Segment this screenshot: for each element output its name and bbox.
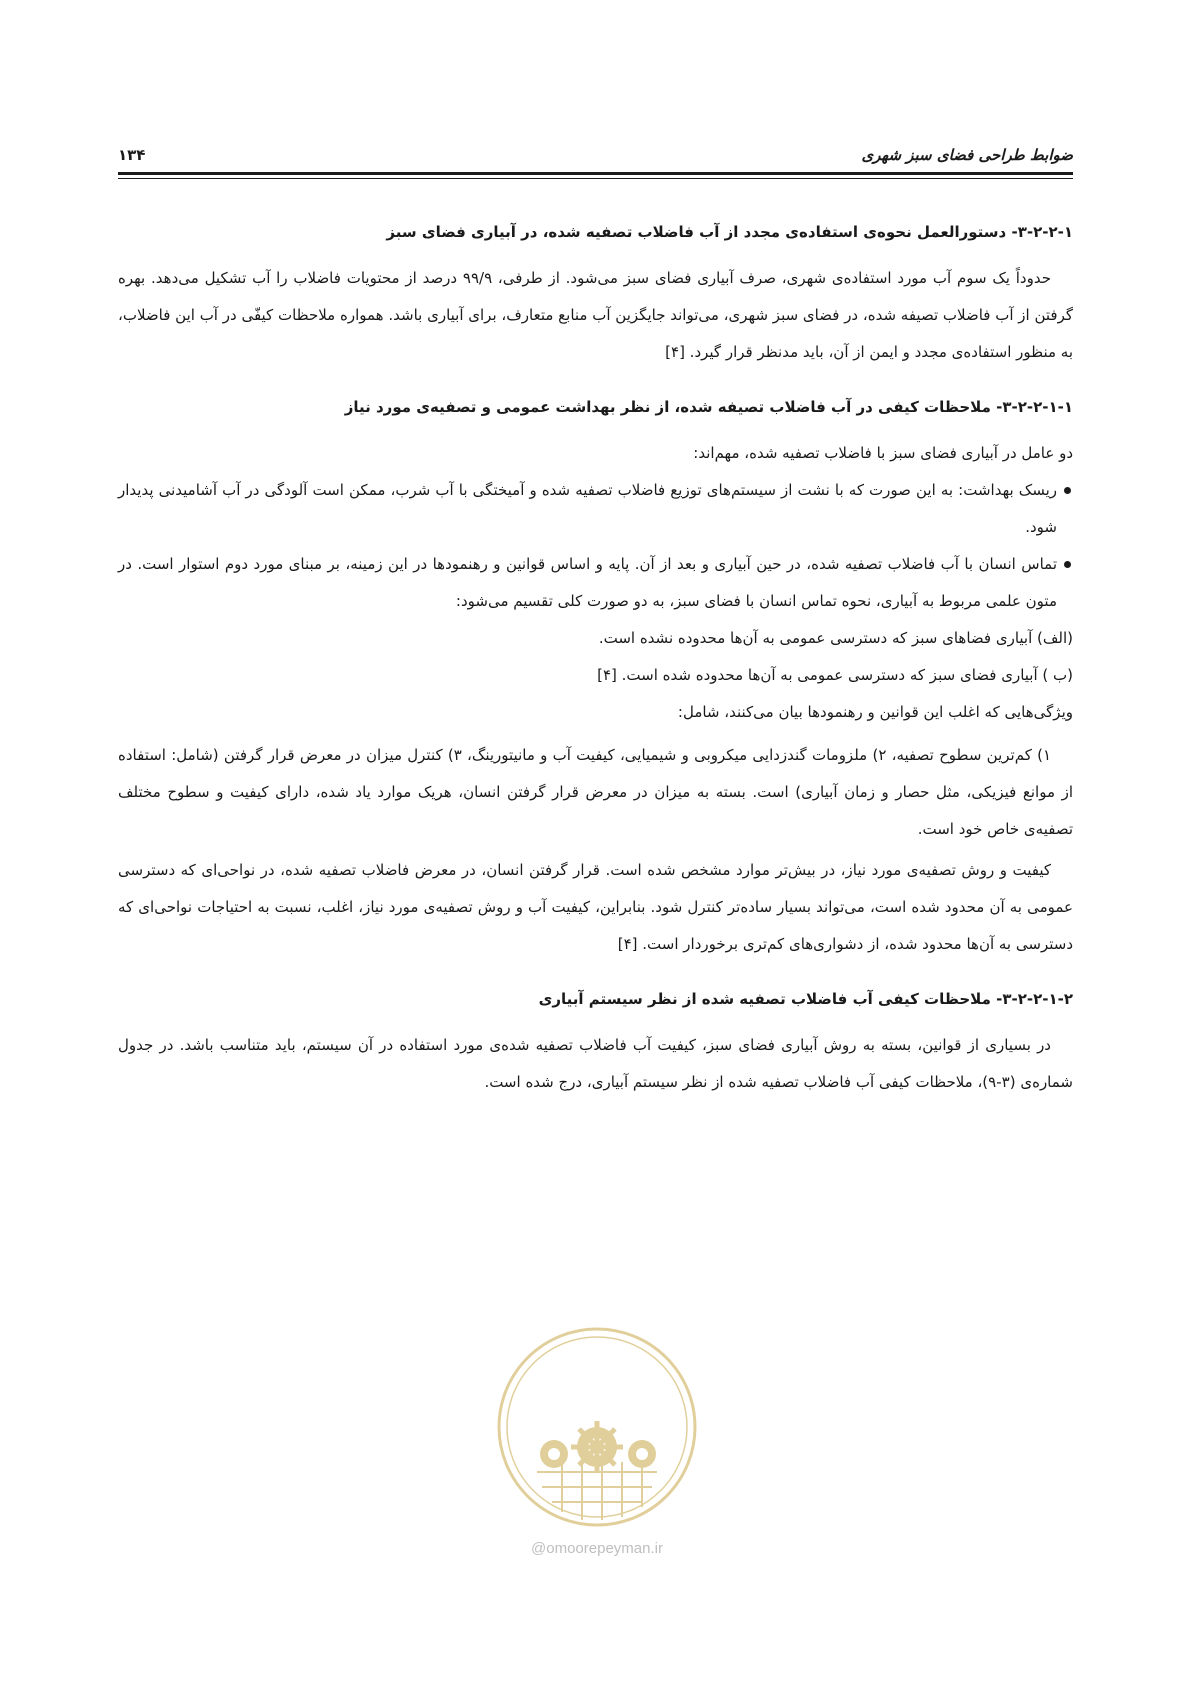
bullet-item-human-contact: تماس انسان با آب فاضلاب تصفیه شده، در حین آبیاری و بعد از آن. پایه و اساس قوانین و رهنمودها در این زمینه، بر مبنای مورد دوم استوار است. در متون علمی مربوط به آبیاری، نحوه تماس انسان با فضای سبز، به دو صورت کلی تقسیم می‌شود: [118, 546, 1073, 620]
features-intro: ویژگی‌هایی که اغلب این قوانین و رهنمودها بیان می‌کنند، شامل: [677, 703, 1073, 721]
watermark-url: @omoorepeyman.ir [531, 1540, 663, 1557]
section-heading-2: ۳-۲-۲-۱-۱- ملاحظات کیفی در آب فاضلاب تصیفه شده، از نظر بهداشت عمومی و تصفیه‌ی مورد نیاز [344, 398, 1073, 416]
book-title: ضوابط طراحی فضای سبز شهری [861, 146, 1073, 164]
bullet-item-health-risk: ریسک بهداشت: به این صورت که با نشت از سیستم‌های توزیع فاضلاب تصفیه شده و آمیختگی با آب شرب، ممکن است آلودگی در آب آشامیدنی پدیدار شود. [118, 472, 1073, 546]
page-body [118, 214, 1073, 1105]
running-header [118, 138, 1073, 164]
watermark-seal-icon [492, 1322, 702, 1537]
header-rule-thin [118, 178, 1073, 179]
section-3-paragraph: در بسیاری از قوانین، بسته به روش آبیاری فضای سبز، کیفیت آب فاضلاب تصفیه شده‌ی مورد استفاده در آن سیستم، باید متناسب باشد. در جدول شماره‌ی (۳-۹)، ملاحظات کیفی آب فاضلاب تصفیه شده از نظر سیستم آبیاری، درج شده است. [118, 1036, 1073, 1091]
list-item-a: (الف) آبیاری فضاهای سبز که دسترسی عمومی به آن‌ها محدوده نشده است. [598, 629, 1073, 647]
section-2-paragraph-2: کیفیت و روش تصفیه‌ی مورد نیاز، در بیش‌تر موارد مشخص شده است. قرار گرفتن انسان، در معرض فاضلاب تصفیه شده، در نواحی‌ای که دسترسی عمومی به آن محدود شده است، می‌تواند بسیار ساده‌تر کنترل شود. بنابراین، کیفیت آب و روش تصفیه‌ی مورد نیاز، اغلب، نسبت به احتیاجات نواحی‌ای که دسترسی به آن‌ها محدود شده، از دشواری‌های کم‌تری برخوردار است. [۴] [118, 861, 1073, 953]
section-2-paragraph-1: ۱) کم‌ترین سطوح تصفیه، ۲) ملزومات گندزدایی میکروبی و شیمیایی، کیفیت آب و مانیتورینگ، ۳) کنترل میزان در معرض قرار گرفتن (شامل: استفاده از موانع فیزیکی، مثل حصار و زمان آبیاری) است. بسته به میزان در معرض قرار گرفتن انسان، هریک موارد یاد شده، دارای کیفیت و سطوح مختلف تصفیه‌ی خاص خود است. [118, 746, 1073, 838]
watermark-logo [492, 1322, 702, 1572]
section-2-intro: دو عامل در آبیاری فضای سبز با فاضلاب تصفیه شده، مهم‌اند: [693, 444, 1073, 462]
section-1-paragraph: حدوداً یک سوم آب مورد استفاده‌ی شهری، صرف آبیاری فضای سبز می‌شود. از طرفی، ۹۹/۹ درصد از محتویات فاضلاب را آب تشکیل می‌دهد. بهره گرفتن از آب فاضلاب تصیفه شده، در فضای سبز شهری، می‌تواند جایگزین آب منابع متعارف، برای آبیاری باشد. همواره ملاحظات کیفّی در آب این فاضلاب، به منظور استفاده‌ی مجدد و ایمن از آن، باید مدنظر قرار گیرد. [۴] [118, 269, 1073, 361]
header-rule-thick [118, 172, 1073, 175]
section-heading-3: ۳-۲-۲-۱-۲- ملاحظات کیفی آب فاضلاب تصفیه شده از نظر سیستم آبیاری [538, 990, 1073, 1008]
list-item-b: (ب ) آبیاری فضای سبز که دسترسی عمومی به آن‌ها محدوده شده است. [۴] [597, 666, 1073, 684]
section-heading-1: ۳-۲-۲-۱- دستورالعمل نحوه‌ی استفاده‌ی مجدد از آب فاضلاب تصفیه شده، در آبیاری فضای سبز [386, 223, 1073, 241]
page-number: ۱۳۴ [118, 146, 146, 164]
bullet-list [118, 472, 1073, 620]
watermark-logo-text: امور پیمان [532, 1373, 662, 1408]
